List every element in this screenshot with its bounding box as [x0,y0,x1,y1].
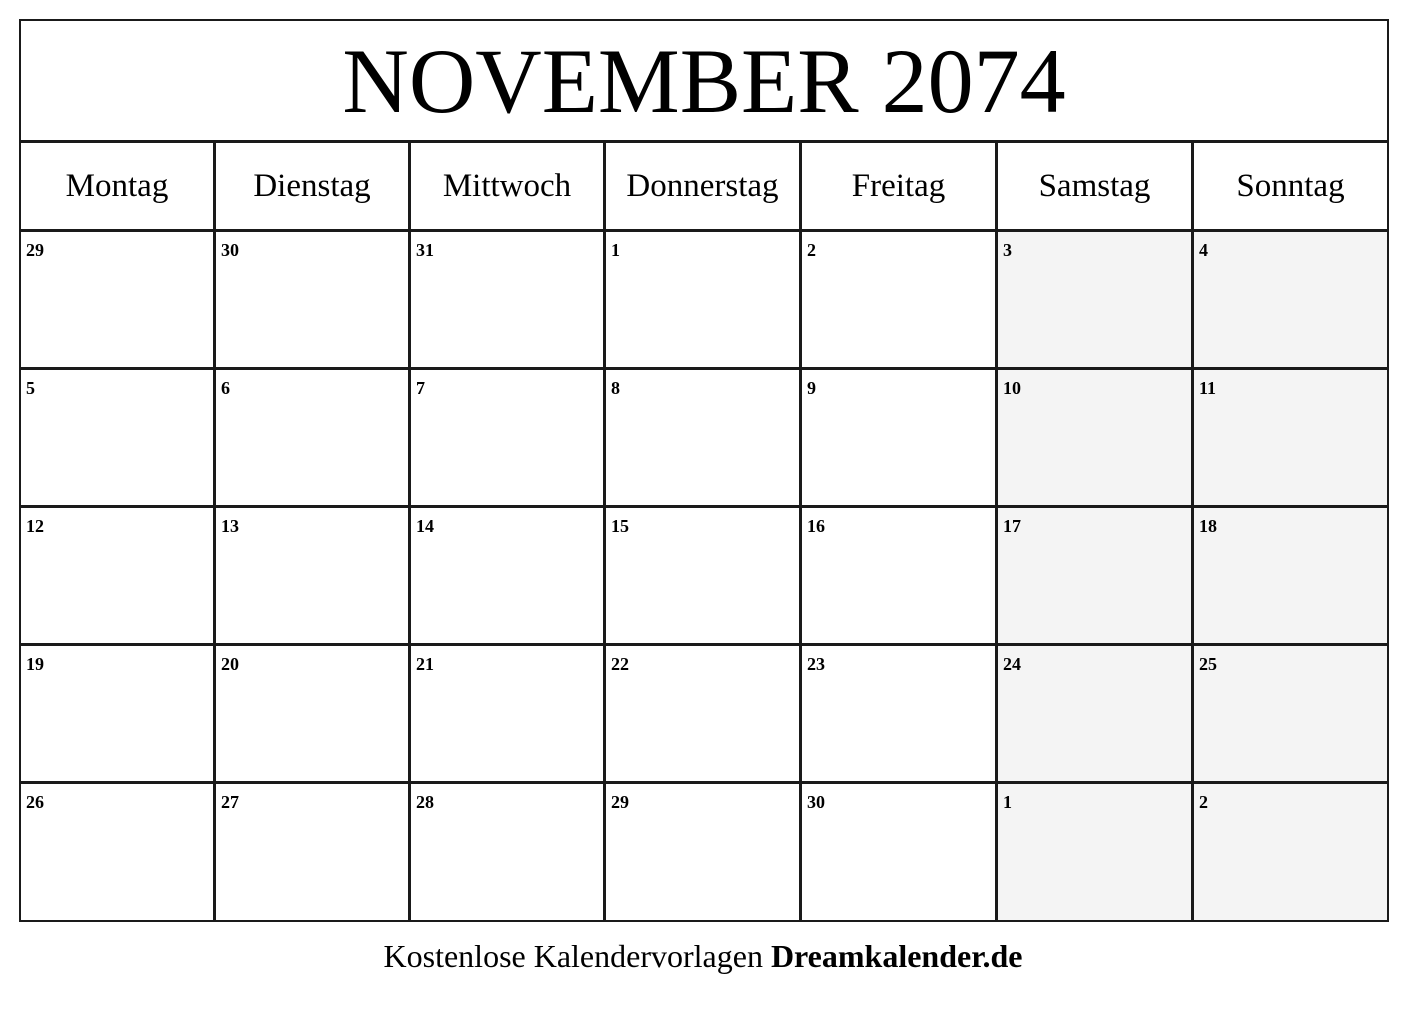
day-number: 28 [416,792,434,812]
day-cell [21,508,216,646]
day-cell [411,370,606,508]
weekday-header-samstag: Samstag [998,143,1194,232]
day-cell-weekend [998,370,1194,508]
day-number: 25 [1199,654,1217,674]
day-cell [606,370,802,508]
day-cell [21,370,216,508]
day-cell [606,646,802,784]
weekday-header-sonntag: Sonntag [1194,143,1387,232]
weekday-header-freitag: Freitag [802,143,998,232]
day-number: 26 [26,792,44,812]
day-number: 12 [26,516,44,536]
day-number: 29 [611,792,629,812]
day-number: 30 [221,240,239,260]
day-number: 29 [26,240,44,260]
day-cell [802,370,998,508]
day-number: 15 [611,516,629,536]
footer-brand-link[interactable]: Dreamkalender.de [770,938,1023,974]
day-number: 22 [611,654,629,674]
day-number: 4 [1199,240,1208,260]
day-cell [411,646,606,784]
day-cell-weekend [998,232,1194,370]
day-number: 17 [1003,516,1021,536]
day-cell [216,784,411,920]
day-number: 7 [416,378,425,398]
day-cell [606,232,802,370]
day-number: 13 [221,516,239,536]
weekday-header-donnerstag: Donnerstag [606,143,802,232]
footer [0,937,1406,975]
day-cell-weekend [998,646,1194,784]
calendar-title: NOVEMBER 2074 [342,29,1066,132]
day-number: 8 [611,378,620,398]
day-number: 10 [1003,378,1021,398]
day-cell [411,508,606,646]
day-number: 31 [416,240,434,260]
day-cell-weekend [1194,232,1387,370]
calendar-grid [21,143,1387,920]
day-number: 1 [1003,792,1012,812]
day-number: 23 [807,654,825,674]
day-cell [802,232,998,370]
day-number: 30 [807,792,825,812]
day-number: 19 [26,654,44,674]
day-cell [216,370,411,508]
day-number: 20 [221,654,239,674]
day-number: 2 [1199,792,1208,812]
day-cell [216,508,411,646]
day-number: 2 [807,240,816,260]
day-cell-weekend [1194,508,1387,646]
day-number: 27 [221,792,239,812]
day-cell [21,232,216,370]
title-bar [21,21,1387,143]
day-number: 6 [221,378,230,398]
footer-text: Kostenlose Kalendervorlagen [383,938,763,974]
day-number: 16 [807,516,825,536]
day-cell [606,508,802,646]
weekday-header-mittwoch: Mittwoch [411,143,606,232]
day-cell-weekend [1194,370,1387,508]
day-cell [411,784,606,920]
day-cell [216,232,411,370]
day-cell-weekend [1194,646,1387,784]
day-cell-weekend [1194,784,1387,920]
day-number: 1 [611,240,620,260]
day-cell-weekend [998,784,1194,920]
day-number: 21 [416,654,434,674]
day-number: 14 [416,516,434,536]
weekday-header-dienstag: Dienstag [216,143,411,232]
day-number: 18 [1199,516,1217,536]
day-number: 24 [1003,654,1021,674]
day-cell [606,784,802,920]
day-cell [802,646,998,784]
day-number: 3 [1003,240,1012,260]
day-cell [411,232,606,370]
day-cell [21,646,216,784]
day-cell [21,784,216,920]
day-number: 5 [26,378,35,398]
day-number: 11 [1199,378,1217,398]
day-cell [216,646,411,784]
day-cell-weekend [998,508,1194,646]
day-cell [802,508,998,646]
calendar [19,19,1389,922]
day-cell [802,784,998,920]
weekday-header-montag: Montag [21,143,216,232]
day-number: 9 [807,378,816,398]
